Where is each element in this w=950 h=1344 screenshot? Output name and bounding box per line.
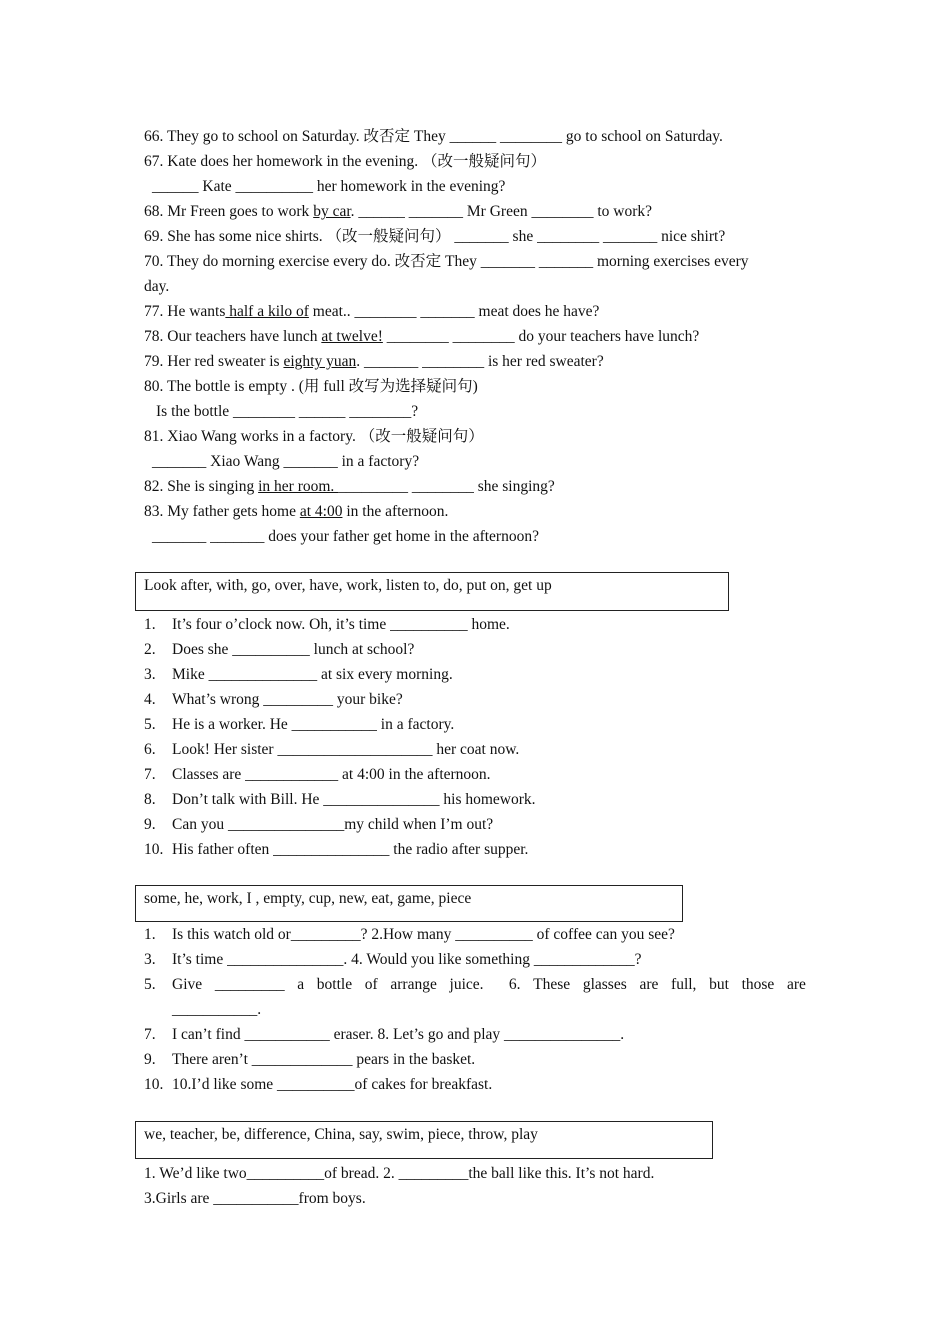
q78-text: 78. Our teachers have lunch (144, 328, 322, 345)
word-box-3-text: we, teacher, be, difference, China, say, swim, piece, throw, play (144, 1126, 538, 1143)
justified-word: juice. (449, 976, 484, 993)
q79 (144, 349, 808, 374)
q68-answer: . ______ _______ Mr Green ________ to work? (350, 203, 652, 220)
q81: 81. Xiao Wang works in a factory. （改一般疑问句） (144, 428, 484, 445)
q69: 69. She has some nice shirts. （改一般疑问句） _______ she ________ _______ nice shirt? (144, 228, 726, 245)
item-text: He is a worker. He ___________ in a factory. (172, 716, 455, 733)
s3-item-5-cont (144, 997, 806, 1022)
list-item (144, 712, 808, 737)
q77-underlined: half a kilo of (225, 303, 309, 320)
justified-word: arrange (390, 976, 437, 993)
s4-item-3: 3.Girls are ___________from boys. (144, 1190, 366, 1207)
q82-text: 82. She is singing (144, 478, 259, 495)
item-number: 5. (144, 716, 156, 733)
justified-word: These (533, 976, 571, 993)
justified-word: of (364, 976, 378, 993)
s3-text-7: I can’t find ___________ eraser. 8. Let’s go and play _______________. (172, 1026, 625, 1043)
word-box-2-text: some, he, work, I , empty, cup, new, eat, game, piece (144, 890, 472, 907)
list-item (144, 612, 808, 637)
item-number: 3. (144, 666, 156, 683)
q67-answer: ______ Kate __________ her homework in the evening? (152, 178, 506, 195)
fill-section-2 (144, 922, 806, 1097)
item-number: 7. (144, 766, 156, 783)
q79-text: 79. Her red sweater is (144, 353, 284, 370)
s3-num-5: 5. (144, 976, 156, 993)
item-number: 2. (144, 641, 156, 658)
justified-word: those (741, 976, 775, 993)
q68-underlined: by car (313, 203, 351, 220)
s3-item-7 (144, 1022, 806, 1047)
justified-word: but (709, 976, 729, 993)
s3-item-9 (144, 1047, 806, 1072)
s3-num-10: 10. (144, 1076, 164, 1093)
justified-word: _________ (214, 976, 285, 993)
q78-underlined: at twelve! (321, 328, 383, 345)
q79-answer: . _______ ________ is her red sweater? (356, 353, 604, 370)
item-text: Does she __________ lunch at school? (172, 641, 415, 658)
justified-word: glasses (582, 976, 627, 993)
item-number: 10. (144, 841, 164, 858)
s3-item-3 (144, 947, 806, 972)
list-item (144, 737, 808, 762)
justified-word: 6. (508, 976, 521, 993)
s3-text-9: There aren’t _____________ pears in the basket. (172, 1051, 476, 1068)
transform-section (144, 124, 808, 549)
justified-word: bottle (316, 976, 353, 993)
item-number: 4. (144, 691, 156, 708)
q70-text: 70. They do morning exercise every do. 改否定 They _______ _______ morning exercises every (144, 253, 749, 270)
q78-answer: ________ ________ do your teachers have lunch? (382, 328, 700, 345)
fill-section-3 (144, 1161, 808, 1211)
fill-section-1 (144, 612, 808, 862)
s3-text-5-cont: ___________. (172, 1001, 262, 1018)
worksheet (144, 124, 808, 1207)
q82 (144, 474, 808, 499)
item-number: 8. (144, 791, 156, 808)
q82-answer: _________ ________ she singing? (338, 478, 555, 495)
q77 (144, 299, 808, 324)
q79-underlined: eighty yuan (283, 353, 357, 370)
q70-cont: day. (144, 278, 170, 295)
q83-answer: _______ _______ does your father get home in the afternoon? (152, 528, 539, 545)
list-item (144, 762, 808, 787)
q77-answer: meat.. ________ _______ meat does he have? (308, 303, 600, 320)
q78 (144, 324, 808, 349)
word-box-1-text: Look after, with, go, over, have, work, listen to, do, put on, get up (144, 577, 552, 594)
s3-item-5 (144, 972, 806, 997)
s3-num-1: 1. (144, 926, 156, 943)
q83-text: 83. My father gets home (144, 503, 300, 520)
s3-text-10: 10.I’d like some __________of cakes for breakfast. (172, 1076, 493, 1093)
s3-item-10 (144, 1072, 806, 1097)
justified-word: are (639, 976, 659, 993)
q83 (144, 499, 808, 524)
s3-num-7: 7. (144, 1026, 156, 1043)
q81-answer: _______ Xiao Wang _______ in a factory? (152, 453, 420, 470)
s3-item-1 (144, 922, 806, 947)
s3-num-3: 3. (144, 951, 156, 968)
word-box-1 (135, 572, 729, 611)
q68 (144, 199, 808, 224)
word-box-3 (135, 1121, 713, 1159)
list-item (144, 787, 808, 812)
q83-underlined: at 4:00 (299, 503, 343, 520)
item-text: His father often _______________ the radio after supper. (172, 841, 529, 858)
q80: 80. The bottle is empty . (用 full 改写为选择疑问句) (144, 378, 478, 395)
list-item (144, 662, 808, 687)
q77-text: 77. He wants (144, 303, 226, 320)
word-box-2 (135, 885, 683, 922)
justified-word: Give (172, 976, 203, 993)
q82-underlined: in her room. (258, 478, 339, 495)
q68-text: 68. Mr Freen goes to work (144, 203, 314, 220)
item-text: Don’t talk with Bill. He _______________ his homework. (172, 791, 536, 808)
s4-item-1: 1. We’d like two__________of bread. 2. _________the ball like this. It’s not hard. (144, 1165, 655, 1182)
q67: 67. Kate does her homework in the evening. （改一般疑问句） (144, 153, 547, 170)
item-text: Look! Her sister ____________________ her coat now. (172, 741, 520, 758)
justified-word: full, (671, 976, 697, 993)
justified-word: a (297, 976, 305, 993)
list-item (144, 637, 808, 662)
justified-word: are (786, 976, 806, 993)
list-item (144, 687, 808, 712)
q70 (144, 249, 808, 274)
s3-text-3: It’s time _______________. 4. Would you like something _____________? (172, 951, 642, 968)
item-number: 6. (144, 741, 156, 758)
list-item (144, 837, 808, 862)
item-text: Classes are ____________ at 4:00 in the afternoon. (172, 766, 491, 783)
item-text: It’s four o’clock now. Oh, it’s time __________ home. (172, 616, 510, 633)
item-number: 1. (144, 616, 156, 633)
item-text: Can you _______________my child when I’m out? (172, 816, 494, 833)
s3-text-5 (172, 972, 806, 997)
list-item (144, 812, 808, 837)
item-number: 9. (144, 816, 156, 833)
q66: 66. They go to school on Saturday. 改否定 They ______ ________ go to school on Saturday. (144, 128, 723, 145)
s3-text-1: Is this watch old or_________? 2.How many __________ of coffee can you see? (172, 926, 675, 943)
item-text: Mike ______________ at six every morning. (172, 666, 453, 683)
q83-text-end: in the afternoon. (342, 503, 449, 520)
item-text: What’s wrong _________ your bike? (172, 691, 403, 708)
s3-num-9: 9. (144, 1051, 156, 1068)
q80-answer: Is the bottle ________ ______ ________? (156, 403, 419, 420)
